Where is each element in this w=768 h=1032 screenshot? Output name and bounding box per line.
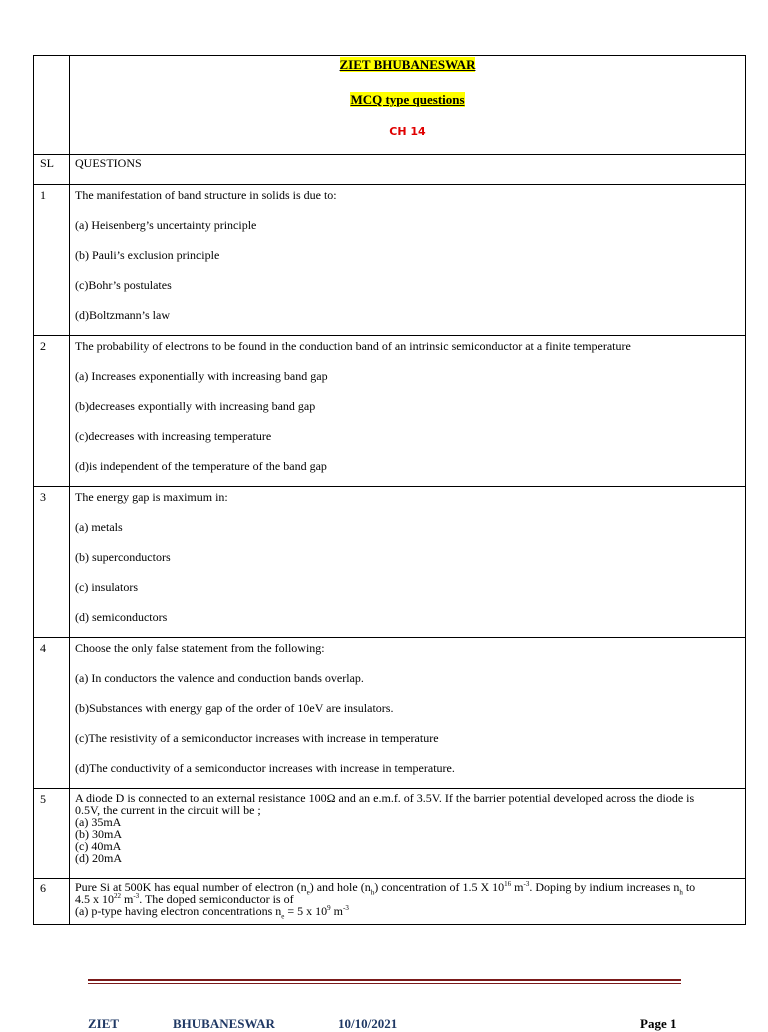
question-text-continued: 0.5V, the current in the circuit will be ; <box>75 803 261 817</box>
footer-page-number: Page 1 <box>640 1016 677 1031</box>
footer-place: BHUBANESWAR <box>173 1016 275 1031</box>
option-b: (b) superconductors <box>75 550 171 564</box>
question-number: 6 <box>34 879 70 925</box>
question-number: 2 <box>34 336 70 487</box>
option-a: (a) metals <box>75 520 123 534</box>
column-header-row <box>34 155 746 185</box>
option-b: (b)Substances with energy gap of the order of 10eV are insulators. <box>75 701 394 715</box>
question-number: 1 <box>34 185 70 336</box>
option-c: (c) 40mA <box>75 839 122 853</box>
doc-subtitle: MCQ type questions <box>350 92 465 107</box>
option-c: (c)Bohr’s postulates <box>75 278 172 292</box>
question-text-continued: 4.5 x $10^{22}$ $m^{-3}$. The doped semiconductor is of <box>75 892 294 906</box>
question-row <box>34 185 746 336</box>
header-cell <box>70 56 746 155</box>
option-d: (d) semiconductors <box>75 610 168 624</box>
option-d: (d)The conductivity of a semiconductor increases with increase in temperature. <box>75 761 455 775</box>
option-a: (a) Heisenberg’s uncertainty principle <box>75 218 257 232</box>
option-c: (c)decreases with increasing temperature <box>75 429 272 443</box>
option-a: (a) p-type having electron concentrations $n_e = 5$ x $10^9$ $m^{-3}$ <box>75 904 349 921</box>
question-row <box>34 487 746 638</box>
option-c: (c)The resistivity of a semiconductor increases with increase in temperature <box>75 731 439 745</box>
option-d: (d)is independent of the temperature of the band gap <box>75 459 327 473</box>
footer-rule-thick <box>88 979 681 981</box>
question-row <box>34 638 746 789</box>
question-text: The energy gap is maximum in: <box>75 490 228 504</box>
option-d: (d)Boltzmann’s law <box>75 308 170 322</box>
option-c: (c) insulators <box>75 580 138 594</box>
question-number: 5 <box>34 789 70 879</box>
option-a: (a) In conductors the valence and conduction bands overlap. <box>75 671 364 685</box>
question-cell <box>70 185 746 336</box>
question-text: Pure Si at 500K has equal number of electron $(n_e)$ and hole $(n_h)$ concentration of 1.5 X $10^{16}$ $m^{-3}$. Doping by indium increases $n_h$ to <box>75 880 696 897</box>
doc-title: ZIET BHUBANESWAR <box>339 57 476 72</box>
questions-header: QUESTIONS <box>70 155 746 185</box>
question-text: Choose the only false statement from the following: <box>75 641 325 655</box>
footer-date: 10/10/2021 <box>338 1016 398 1031</box>
option-b: (b) 30mA <box>75 827 122 841</box>
sl-header: SL <box>34 155 70 185</box>
question-cell <box>70 487 746 638</box>
option-d: (d) 20mA <box>75 851 122 865</box>
footer-rule-thin <box>88 983 681 984</box>
question-row <box>34 789 746 879</box>
question-text: The probability of electrons to be found in the conduction band of an intrinsic semiconductor at a finite temperature <box>75 339 631 353</box>
mcq-table <box>33 55 746 925</box>
option-a: (a) Increases exponentially with increasing band gap <box>75 369 328 383</box>
question-text: The manifestation of band structure in solids is due to: <box>75 188 337 202</box>
question-row <box>34 336 746 487</box>
header-sl-cell <box>34 56 70 155</box>
question-cell <box>70 879 746 925</box>
chapter-label: CH 14 <box>389 125 426 138</box>
question-cell <box>70 638 746 789</box>
question-number: 4 <box>34 638 70 789</box>
footer-org: ZIET <box>88 1016 120 1031</box>
question-row <box>34 879 746 925</box>
option-b: (b)decreases expontially with increasing band gap <box>75 399 316 413</box>
question-cell <box>70 789 746 879</box>
option-b: (b) Pauli’s exclusion principle <box>75 248 220 262</box>
header-row <box>34 56 746 155</box>
question-cell <box>70 336 746 487</box>
question-number: 3 <box>34 487 70 638</box>
question-text: A diode D is connected to an external resistance 100Ω and an e.m.f. of 3.5V. If the barrier potential developed across the diode is <box>75 791 695 805</box>
option-a: (a) 35mA <box>75 815 122 829</box>
